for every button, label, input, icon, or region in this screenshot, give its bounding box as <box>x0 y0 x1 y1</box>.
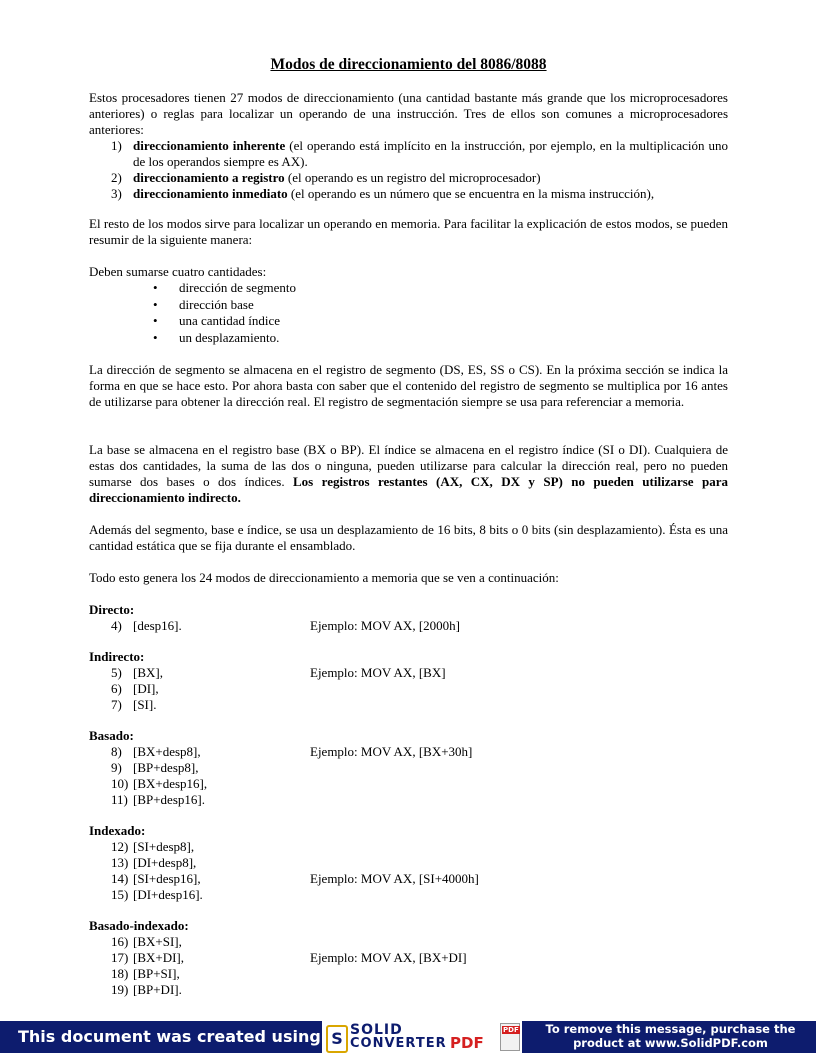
list-item: 7) [SI]. <box>111 697 157 712</box>
item-term: direccionamiento a registro <box>133 170 285 185</box>
rest-paragraph: El resto de los modos sirve para localizar un operando en memoria. Para facilitar la explicación de estos modos, se pueden resumir de la siguiente manera: <box>89 216 728 247</box>
list-item: 4) [desp16]. Ejemplo: MOV AX, [2000h] <box>111 618 460 633</box>
list-item <box>111 186 728 202</box>
item-number: 3) <box>111 186 122 201</box>
mode-list-directo <box>111 618 728 634</box>
example-text: Ejemplo: MOV AX, [SI+4000h] <box>310 871 479 886</box>
bullet-icon: • <box>153 329 158 345</box>
section-title-basado: Basado: <box>89 728 134 743</box>
example-text: Ejemplo: MOV AX, [BX] <box>310 665 446 680</box>
list-item: • una cantidad índice <box>153 313 281 328</box>
list-item: 10) [BX+desp16], <box>111 776 208 791</box>
logo-s-icon: S <box>326 1025 348 1053</box>
list-item: 15) [DI+desp16]. <box>111 887 203 902</box>
section-title-indirecto: Indirecto: <box>89 649 145 664</box>
solid-converter-logo[interactable]: S SOLID CONVERTER PDF PDF <box>322 1021 522 1053</box>
section-title-directo: Directo: <box>89 602 135 617</box>
list-item: 5) [BX], Ejemplo: MOV AX, [BX] <box>111 665 446 680</box>
displacement-paragraph: Además del segmento, base e índice, se usa un desplazamiento de 16 bits, 8 bits o 0 bits (sin desplazamiento). Ésta es una cantidad estática que se fija durante el ensamblado. <box>89 522 728 553</box>
mode-list-basado <box>111 744 728 808</box>
quantities-list <box>153 280 296 346</box>
sum-paragraph: Deben sumarse cuatro cantidades: <box>89 264 267 279</box>
list-item: 18) [BP+SI], <box>111 966 180 981</box>
basic-modes-list <box>111 138 728 202</box>
list-item: 9) [BP+desp8], <box>111 760 199 775</box>
product-link[interactable]: product at www.SolidPDF.com <box>573 1036 768 1050</box>
watermark-banner[interactable] <box>0 1021 816 1053</box>
list-item: 11) [BP+desp16]. <box>111 792 205 807</box>
segment-paragraph: La dirección de segmento se almacena en el registro de segmento (DS, ES, SS o CS). En la próxima sección se indica la forma en que se hace esto. Por ahora basta con saber que el contenido del registro de segmento se multiplica por 16 antes de utilizarse para obtener la dirección real. El registro de segmentación siempre se usa para referenciar a memoria. <box>89 362 728 409</box>
list-item: • dirección de segmento <box>153 280 296 295</box>
pdf-document-icon: PDF <box>500 1023 520 1051</box>
list-item <box>111 138 728 170</box>
mode-list-indexado <box>111 839 728 903</box>
item-number: 1) <box>111 138 122 153</box>
list-item <box>111 170 728 186</box>
bullet-icon: • <box>153 280 158 295</box>
section-title-basado-indexado: Basado-indexado: <box>89 918 189 933</box>
list-item: 16) [BX+SI], <box>111 934 182 949</box>
intro-paragraph: Estos procesadores tienen 27 modos de direccionamiento (una cantidad bastante más grande que los microprocesadores anteriores) o reglas para localizar un operando de una instrucción. Tres de ellos son comunes a microprocesadores anteriores: <box>89 90 728 137</box>
section-title-indexado: Indexado: <box>89 823 146 838</box>
banner-text: This document was created using <box>18 1027 321 1046</box>
item-text: (el operando es un número que se encuentra en la misma instrucción), <box>287 186 655 201</box>
item-text: (el operando es un registro del microprocesador) <box>284 170 541 185</box>
list-item: 12) [SI+desp8], <box>111 839 195 854</box>
mode-list-indirecto <box>111 665 728 713</box>
item-text: (el operando está implícito en la instrucción, por ejemplo, en la multiplicación uno de los operandos siempre es AX). <box>133 138 728 169</box>
list-item: 17) [BX+DI], Ejemplo: MOV AX, [BX+DI] <box>111 950 467 965</box>
base-paragraph: La base se almacena en el registro base (BX o BP). El índice se almacena en el registro índice (SI o DI). Cualquiera de estas dos cantidades, la suma de las dos o ninguna, pueden utilizarse para calcular la dirección real, pero no pueden sumarse dos bases o dos índices. Los registros restantes (AX, CX, DX y SP) no pueden utilizarse para direccionamiento indirecto. <box>89 442 728 505</box>
list-item: 13) [DI+desp8], <box>111 855 197 870</box>
list-item: 8) [BX+desp8], Ejemplo: MOV AX, [BX+30h] <box>111 744 473 759</box>
bullet-icon: • <box>153 313 158 328</box>
list-item: 14) [SI+desp16], Ejemplo: MOV AX, [SI+4000h] <box>111 871 479 886</box>
example-text: Ejemplo: MOV AX, [BX+DI] <box>310 950 467 965</box>
example-text: Ejemplo: MOV AX, [2000h] <box>310 618 460 633</box>
purchase-message[interactable]: To remove this message, purchase the product at www.SolidPDF.com <box>528 1022 813 1050</box>
all-modes-paragraph: Todo esto genera los 24 modos de direccionamiento a memoria que se ven a continuación: <box>89 570 559 585</box>
example-text: Ejemplo: MOV AX, [BX+30h] <box>310 744 473 759</box>
item-number: 2) <box>111 170 122 185</box>
page-title: Modos de direccionamiento del 8086/8088 <box>270 56 547 73</box>
list-item: 6) [DI], <box>111 681 159 696</box>
list-item: • un desplazamiento. <box>153 329 280 345</box>
item-term: direccionamiento inmediato <box>133 186 288 201</box>
item-term: direccionamiento inherente <box>133 138 286 153</box>
bullet-icon: • <box>153 296 158 312</box>
list-item: 19) [BP+DI]. <box>111 982 182 997</box>
mode-list-basado-indexado <box>111 934 728 998</box>
list-item: • dirección base <box>153 296 254 312</box>
base-bold-note: Los registros restantes (AX, CX, DX y SP) no pueden utilizarse para direccionamiento indirecto. <box>89 474 728 505</box>
